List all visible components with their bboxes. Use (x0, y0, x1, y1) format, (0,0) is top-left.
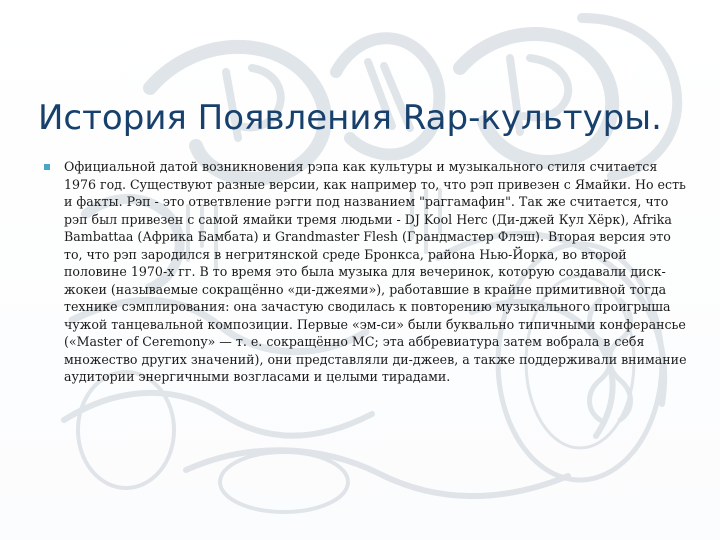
bullet-list (44, 158, 688, 386)
square-bullet-icon (44, 164, 50, 170)
bullet-item (44, 158, 688, 386)
slide-title: История Появления Rap-культуры. (38, 98, 662, 138)
bullet-text: Официальной датой возникновения рэпа как культуры и музыкального стиля считается 1976 год. Существуют разные версии, как например то, что рэп привезен с Ямайки. Но есть и факты. Рэп - это ответвление рэгги под названием "раггамафин". Так же считается, что рэп был привезен с самой ямайки тремя людьми - DJ Kool Herc (Ди-джей Кул Хёрк), Afrika Bambattaa (Африка Бамбата) и Grandmaster Flesh (Грандмастер Флэш). Вторая версия это то, что рэп зародился в негритянской среде Бронкса, района Нью-Йорка, во второй половине 1970-х гг. В то время это была музыка для вечеринок, которую создавали диск-жокеи (называемые сокращённо «ди-джеями»), работавшие в крайне примитивной тогда технике сэмплирования: она зачастую сводилась к повторению музыкального проигрыша чужой танцевальной композиции. Первые «эм-си» были буквально типичными конферансье («Master of Ceremony» — т. е. сокращённо MC; эта аббревиатура затем вобрала в себя множество других значений), они представляли ди-джеев, а также поддерживали внимание аудитории энергичными возгласами и целыми тирадами. (64, 159, 687, 384)
